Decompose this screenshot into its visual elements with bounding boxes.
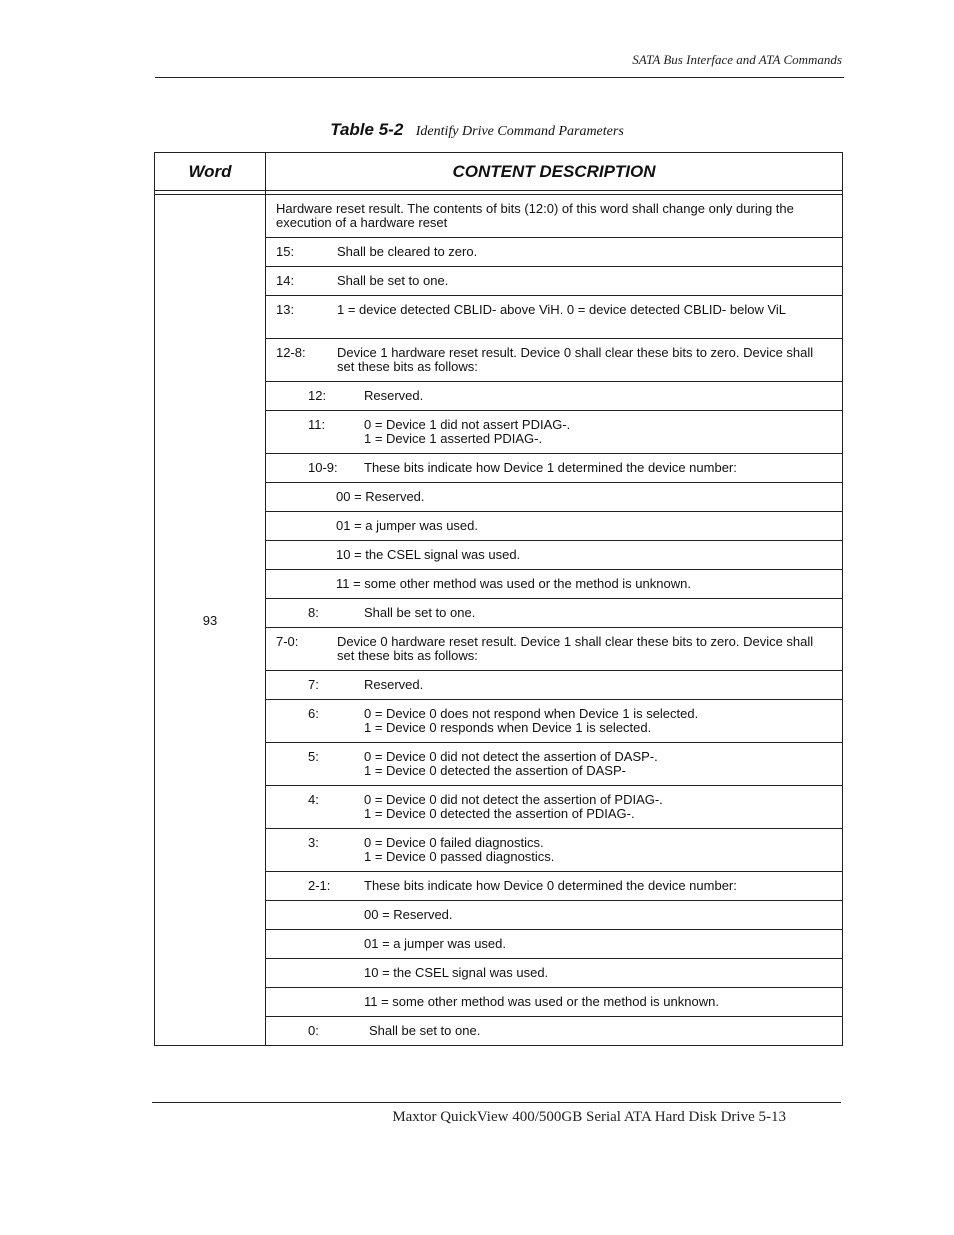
desc-cell xyxy=(266,267,843,296)
bit-label: 2-1: xyxy=(308,878,331,893)
desc-cell xyxy=(266,1017,843,1046)
table-caption xyxy=(0,120,954,140)
desc-cell xyxy=(266,483,843,512)
desc-cell xyxy=(266,959,843,988)
table-number: Table 5-2 xyxy=(330,120,404,139)
bit-text: Shall be set to one. xyxy=(364,605,476,620)
bit-text-2: 1 = Device 0 detected the assertion of PDIAG-. xyxy=(364,806,635,821)
page-footer: Maxtor QuickView 400/500GB Serial ATA Hard Disk Drive 5-13 xyxy=(392,1109,786,1125)
bit-text: 10 = the CSEL signal was used. xyxy=(336,547,521,562)
bit-label: 11: xyxy=(308,417,326,432)
bit-label: 15: xyxy=(276,244,295,259)
bit-text: 11 = some other method was used or the method is unknown. xyxy=(336,576,691,591)
bit-text: 0 = Device 1 did not assert PDIAG-. xyxy=(364,417,571,432)
desc-cell xyxy=(266,700,843,743)
intro-cell xyxy=(266,195,843,238)
desc-cell xyxy=(266,411,843,454)
desc-cell xyxy=(266,930,843,959)
desc-cell xyxy=(266,512,843,541)
desc-cell xyxy=(266,901,843,930)
col-header-desc: CONTENT DESCRIPTION xyxy=(266,153,843,191)
bit-label: 14: xyxy=(276,273,295,288)
bit-text: 1 = device detected CBLID- above ViH. 0 = device detected CBLID- below ViL xyxy=(337,302,787,317)
bit-text: Reserved. xyxy=(364,677,424,692)
desc-cell xyxy=(266,570,843,599)
desc-cell xyxy=(266,454,843,483)
desc-cell xyxy=(266,786,843,829)
table-row xyxy=(155,195,843,238)
bit-label: 0: xyxy=(308,1023,319,1038)
bit-text: 00 = Reserved. xyxy=(336,489,425,504)
bit-text-2: 1 = Device 1 asserted PDIAG-. xyxy=(364,431,543,446)
desc-cell xyxy=(266,829,843,872)
table-title: Identify Drive Command Parameters xyxy=(415,124,624,139)
bit-text: Shall be set to one. xyxy=(369,1023,481,1038)
bit-text: Shall be set to one. xyxy=(337,273,449,288)
desc-cell xyxy=(266,541,843,570)
bit-text: These bits indicate how Device 1 determined the device number: xyxy=(364,460,737,475)
bit-text: Shall be cleared to zero. xyxy=(337,244,478,259)
running-header: SATA Bus Interface and ATA Commands xyxy=(632,52,842,67)
desc-cell xyxy=(266,743,843,786)
table-header-row xyxy=(155,153,843,191)
desc-cell xyxy=(266,382,843,411)
bit-label: 4: xyxy=(308,792,319,807)
bit-text: These bits indicate how Device 0 determined the device number: xyxy=(364,878,737,893)
identify-drive-table xyxy=(154,152,843,1046)
bit-text: 0 = Device 0 does not respond when Device 1 is selected. xyxy=(364,706,699,721)
bit-label: 12-8: xyxy=(276,345,306,360)
bit-label: 8: xyxy=(308,605,319,620)
word-number: 93 xyxy=(155,195,266,1046)
bit-label: 10-9: xyxy=(308,460,338,475)
bit-label: 12: xyxy=(308,388,327,403)
bit-text: 01 = a jumper was used. xyxy=(336,518,478,533)
bit-label: 3: xyxy=(308,835,319,850)
bit-label: 7-0: xyxy=(276,634,299,649)
bit-label: 7: xyxy=(308,677,319,692)
bit-text: 00 = Reserved. xyxy=(364,907,453,922)
bit-text-2: 1 = Device 0 detected the assertion of DASP- xyxy=(364,763,626,778)
bit-text: Reserved. xyxy=(364,388,424,403)
desc-cell xyxy=(266,988,843,1017)
desc-cell xyxy=(266,628,843,671)
desc-cell xyxy=(266,238,843,267)
desc-cell xyxy=(266,872,843,901)
bit-text: 0 = Device 0 failed diagnostics. xyxy=(364,835,544,850)
bit-text: 0 = Device 0 did not detect the assertion of DASP-. xyxy=(364,749,658,764)
bit-label: 13: xyxy=(276,302,295,317)
bit-text: 11 = some other method was used or the method is unknown. xyxy=(364,994,719,1009)
desc-cell xyxy=(266,296,843,339)
desc-cell xyxy=(266,339,843,382)
intro-text: Hardware reset result. The contents of bits (12:0) of this word shall change only during the execution of a hardware reset xyxy=(276,201,794,230)
bit-text: Device 1 hardware reset result. Device 0 shall clear these bits to zero. Device shall set these bits as follows: xyxy=(337,345,814,374)
bit-text: 01 = a jumper was used. xyxy=(364,936,506,951)
bit-label: 5: xyxy=(308,749,319,764)
bit-label: 6: xyxy=(308,706,319,721)
desc-cell xyxy=(266,671,843,700)
bit-text: 0 = Device 0 did not detect the assertion of PDIAG-. xyxy=(364,792,663,807)
bit-text: Device 0 hardware reset result. Device 1 shall clear these bits to zero. Device shall set these bits as follows: xyxy=(337,634,814,663)
footer-rule xyxy=(152,1102,841,1103)
header-rule xyxy=(155,77,844,78)
col-header-word: Word xyxy=(155,153,266,191)
desc-cell xyxy=(266,599,843,628)
bit-text-2: 1 = Device 0 responds when Device 1 is selected. xyxy=(364,720,652,735)
bit-text: 10 = the CSEL signal was used. xyxy=(364,965,549,980)
bit-text-2: 1 = Device 0 passed diagnostics. xyxy=(364,849,555,864)
